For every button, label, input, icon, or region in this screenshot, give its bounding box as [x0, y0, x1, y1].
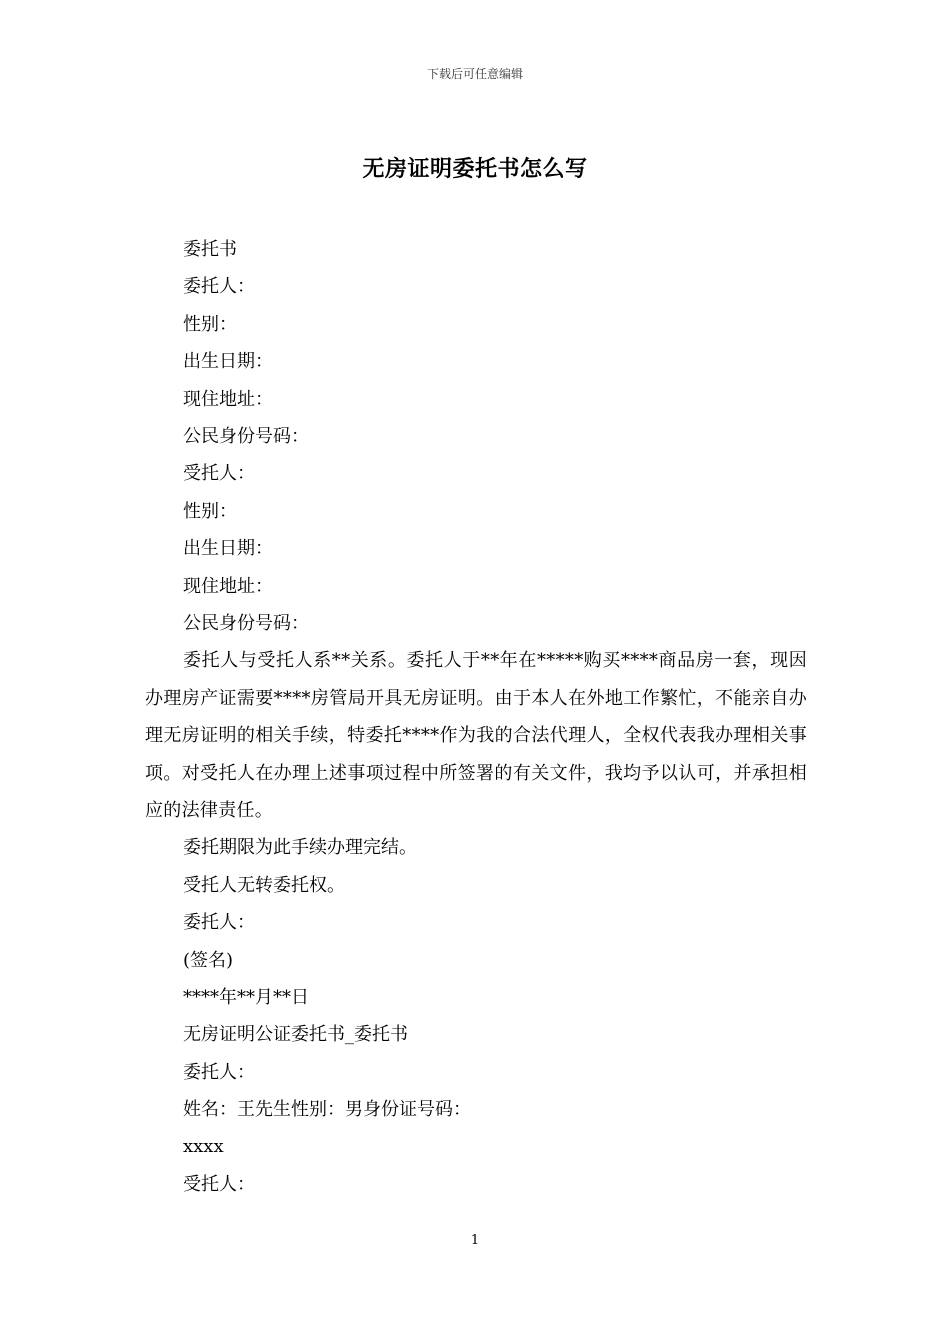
body-line: 公民身份号码：	[183, 612, 309, 634]
body-line: 受托人：	[183, 463, 255, 485]
document-body	[145, 231, 807, 1203]
body-line: 受托人无转委托权。	[183, 874, 345, 896]
body-line: 现住地址：	[183, 388, 273, 410]
body-line: 姓名：王先生性别：男身份证号码：	[183, 1099, 471, 1121]
body-line: 委托人：	[183, 912, 255, 934]
body-line: 出生日期：	[183, 538, 273, 560]
document-title: 无房证明委托书怎么写	[362, 157, 588, 182]
body-line: 委托人：	[183, 1061, 255, 1083]
body-line: 性别：	[183, 500, 237, 522]
body-line: 现住地址：	[183, 575, 273, 597]
body-line: 无房证明公证委托书_委托书	[183, 1024, 408, 1046]
body-line: 委托人：	[183, 276, 255, 298]
body-line: ****年**月**日	[183, 986, 309, 1008]
body-line: 委托期限为此手续办理完结。	[183, 837, 417, 859]
page-number: 1	[470, 1233, 480, 1248]
body-line: 公民身份号码：	[183, 425, 309, 447]
body-line: 性别：	[183, 313, 237, 335]
body-line: 受托人：	[183, 1173, 255, 1195]
body-line: (签名)	[183, 949, 234, 971]
body-paragraph: 委托人与受托人系**关系。委托人于**年在*****购买****商品房一套，现因办理房产证需要****房管局开具无房证明。由于本人在外地工作繁忙，不能亲自办理无房证明的相关手续，特委托****作为我的合法代理人，全权代表我办理相关事项。对受托人在办理上述事项过程中所签署的有关文件，我均予以认可，并承担相应的法律责任。	[145, 650, 807, 821]
body-line: 出生日期：	[183, 351, 273, 373]
body-line: xxxx	[183, 1136, 224, 1158]
page-header: 下载后可任意编辑	[426, 67, 523, 81]
body-line: 委托书	[183, 239, 237, 260]
